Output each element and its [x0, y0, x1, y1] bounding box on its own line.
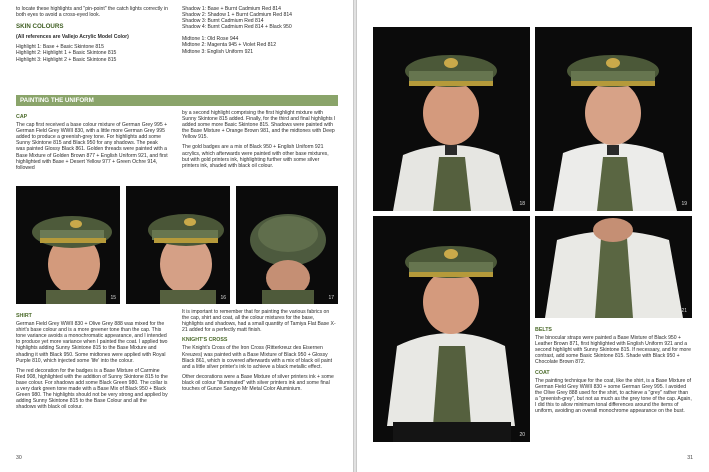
bust-torso-image: [535, 216, 692, 318]
knight-column: [182, 309, 337, 396]
cap-text-2: by a second highlight comprising the first highlight mixture with Sunny Skintone 815 added. Finally, for the third and final highlights I added some more Basic Skintone 815. Shadows were painted with the Base Mixture + Orange Brown 981, and the midtones with Deep Yellow 915.: [182, 110, 336, 141]
cap-column-2: [182, 110, 337, 173]
cap-text-3: The gold badges are a mix of Black 950 + English Uniform 921 acrylics, which afterwards were painted with other base mixtures, but with gold printers ink, highlighting further with some silver printers ink, shaded with black oil colour.: [182, 144, 329, 169]
photo-21: [535, 216, 692, 318]
photo-15: [16, 186, 120, 304]
cap-text: The cap first received a base colour mixture of German Grey 995 + German Field Grey WWII 830, with a little more German Grey 995 added to produce a greenish-grey tone. For highlights add some Sunny Skintone 815 and Black 950 for any shadows. The peak was painted Glossy Black 861. Golden threads were painted with a Base Mixture of Golden Brown 877 + English Uniform 921, and first highlighted with Base + Desert Yellow 977 + Green Ochre 914, followed: [16, 122, 168, 171]
coat-text: The painting technique for the coat, like the shirt, is a Base Mixture of German Field Grey WWII 830 + some German Grey 995. I avoided the Olive Grey 888 used for the shirt, to achieve a "grey" rather than a "greenish-grey", but not as much as the grey tone of the cap. Again, I did this to allow minimum tonal differences around the items of uniform, avoiding an overall monochrome appearance on the bust.: [535, 377, 692, 415]
photo-number: 17: [328, 295, 334, 301]
photo-19: [535, 27, 692, 211]
left-top-column-1: [16, 6, 168, 63]
photo-number: 20: [519, 432, 525, 438]
intro-text: to locate these highlights and "pin-point" the catch lights correctly in both eyes to avoid a cross-eyed look.: [16, 6, 168, 19]
knight-text-2: Other decorations were a Base Mixture of silver printers ink + some black oil colour "illuminated" with silver printers ink and some final touches of Gunze Sangyo Mr Metal Color Aluminium.: [182, 373, 334, 393]
shirt-heading: SHIRT: [16, 313, 32, 319]
shirt-column: [16, 309, 168, 414]
photo-18: [373, 27, 530, 211]
midtone-list: [182, 36, 337, 54]
photo-number: 19: [681, 201, 687, 207]
shirt-text-2: The red decoration for the badges is a Base Mixture of Carmine Red 908, highlighted with the addition of Sunny Skintone 815 to the base colour. For shadows add some Black Green 980. The collar is a very dark green tone made with a Base Mix of Black 950 + Black Green 980. The highlights should not be very strong and applied by adding Sunny Skintone 815 to the Base Colour and all the shadows with black oil colour.: [16, 367, 168, 411]
section-banner: PAINTING THE UNIFORM: [16, 95, 338, 106]
photo-20: [373, 216, 530, 442]
shadow-list: [182, 6, 337, 30]
left-top-column-2: [182, 6, 337, 55]
belts-coat-column: [535, 323, 692, 418]
left-page: [0, 0, 353, 472]
photo-16: [126, 186, 230, 304]
cap-column-1: [16, 110, 168, 175]
photo-number: 18: [519, 201, 525, 207]
midtone-line: Midtone 2: Magenta 945 + Violet Red 812: [182, 42, 277, 49]
skin-line: Highlight 2: Highlight 1 + Basic Skintone 815: [16, 50, 117, 57]
fabric-note: It is important to remember that for painting the various fabrics on the cap, shirt and coat, all the colour mixtures for the base, highlights and shadows, had a small quantity of Tamiya Flat Base X-21 added for a perfectly matt finish.: [182, 309, 336, 334]
shirt-text: German Field Grey WWII 830 + Olive Grey 888 was mixed for the shirt's base colour and is a more greener tone than the cap. This tone variance avoids a monochromatic appearance, and I intended to produce yet more variance when I painted the coat. I applied two highlights adding Sunny Skintone 815 to the Base Mixture and shading it with Black 950. Some midtones were applied with Royal Purple 810, which injected some 'life' into the colour.: [16, 321, 168, 364]
shadow-line: Shadow 2: Shadow 1 + Burnt Cadmium Red 814: [182, 12, 293, 19]
cap-heading: CAP: [16, 114, 28, 120]
bust-front-image: [535, 27, 692, 211]
photo-number: 15: [110, 295, 116, 301]
knight-heading: KNIGHT'S CROSS: [182, 337, 228, 344]
photo-17: [236, 186, 338, 304]
belts-heading: BELTS: [535, 327, 552, 333]
skin-heading: SKIN COLOURS: [16, 23, 64, 31]
photo-number: 21: [681, 308, 687, 314]
bust-back-image: [236, 186, 338, 304]
right-page: [357, 0, 709, 472]
page-number: 31: [687, 455, 693, 461]
skin-list: [16, 44, 168, 62]
midtone-line: Midtone 3: English Uniform 921: [182, 48, 254, 55]
bust-full-image: [373, 216, 530, 442]
skin-line: Highlight 3: Highlight 2 + Basic Skintone 815: [16, 56, 117, 63]
midtone-line: Midtone 1: Old Rose 944: [182, 36, 239, 43]
shadow-line: Shadow 3: Burnt Cadmium Red 814: [182, 18, 264, 25]
shadow-line: Shadow 4: Burnt Cadmium Red 814 + Black 950: [182, 24, 292, 31]
coat-heading: COAT: [535, 369, 550, 376]
page-number: 30: [16, 455, 22, 461]
skin-note: (All references are Vallejo Acrylic Model Color): [16, 34, 129, 41]
belts-text: The binocular straps were painted a Base Mixture of Black 950 + Leather Brown 871, first highlighted with English Uniform 921 and a second highlight with Sunny Skintone 815. If necessary, and for more contrast, add some Basic Skintone 815. Shade with Black 950 + Chocolate Brown 872.: [535, 335, 691, 366]
photo-number: 16: [220, 295, 226, 301]
bust-side-image: [16, 186, 120, 304]
bust-side-image: [126, 186, 230, 304]
skin-line: Highlight 1: Base + Basic Skintone 815: [16, 44, 104, 51]
shadow-line: Shadow 1: Base + Burnt Cadmium Red 814: [182, 6, 281, 12]
knight-text: The Knight's Cross of the Iron Cross (Ritterkreuz des Eisernen Kreuzes) was painted with a Base Mixture of Black 950 + Glossy Black 861, which is covered afterwards with a mix of black oil paint and a little silver printer's ink to achieve a black metallic effect.: [182, 345, 333, 370]
bust-front-image: [373, 27, 530, 211]
